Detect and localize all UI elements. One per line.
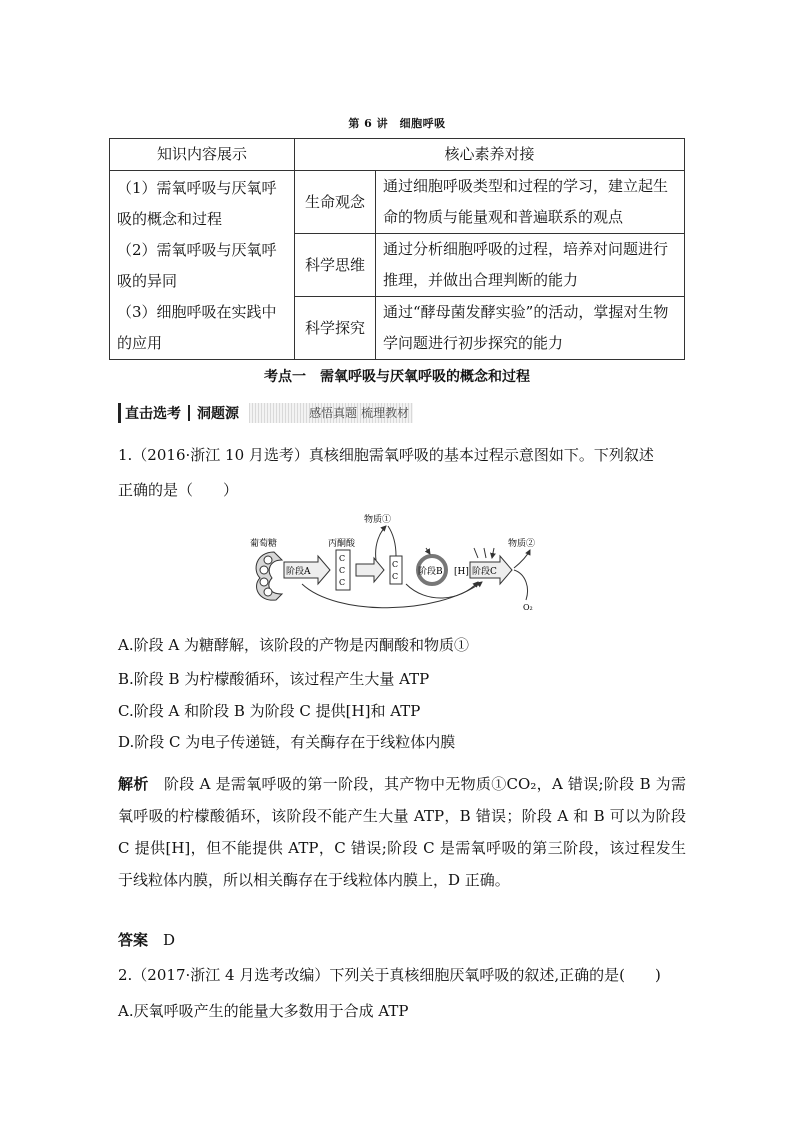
q1-stem-line1: 1.（2016·浙江 10 月选考）真核细胞需氧呼吸的基本过程示意图如下。下列叙述 <box>118 446 654 464</box>
knowledge-cell <box>110 171 295 360</box>
banner-divider <box>188 405 190 421</box>
q2-stem: 2.（2017·浙江 4 月选考改编）下列关于真核细胞厌氧呼吸的叙述,正确的是( ) <box>118 966 661 984</box>
label-o2: O₂ <box>523 603 533 612</box>
q1-option-b: B.阶段 B 为柠檬酸循环，该过程产生大量 ATP <box>118 670 430 688</box>
carbon-label: C <box>339 554 346 563</box>
carbon-label: C <box>339 578 346 587</box>
q1-option-c: C.阶段 A 和阶段 B 为阶段 C 提供[H]和 ATP <box>118 702 421 720</box>
q1-option-d: D.阶段 C 为电子传递链，有关酶存在于线粒体内膜 <box>118 733 456 751</box>
literacy-cell: 生命观念 <box>295 171 376 234</box>
banner-label-1: 直击选考 <box>118 403 185 423</box>
literacy-desc-cell: 通过“酵母菌发酵实验”的活动，掌握对生物学问题进行初步探究的能力 <box>376 297 685 360</box>
label-substance-2: 物质② <box>508 539 536 549</box>
carbon-label: C <box>392 572 399 581</box>
label-stage-b: 阶段B <box>418 567 443 577</box>
mitochondrion-icon <box>256 552 282 600</box>
section-banner <box>118 402 413 424</box>
label-pyruvate: 丙酮酸 <box>328 539 356 549</box>
answer-value: D <box>163 931 176 949</box>
label-stage-c: 阶段C <box>472 567 497 577</box>
table-header-knowledge: 知识内容展示 <box>110 139 295 171</box>
knowledge-item: （2）需氧呼吸与厌氧呼吸的异同 <box>117 241 277 290</box>
analysis-label: 解析 <box>118 775 149 793</box>
q1-analysis <box>118 768 686 896</box>
literacy-cell: 科学思维 <box>295 234 376 297</box>
respiration-diagram <box>246 512 556 616</box>
carbon-label: C <box>339 566 346 575</box>
q1-answer <box>118 929 688 950</box>
label-h: [H] <box>454 567 469 577</box>
table-header-literacy: 核心素养对接 <box>295 139 685 171</box>
page-title: 第 6 讲 细胞呼吸 <box>348 117 446 130</box>
q1-stem-line2: 正确的是（ ） <box>118 481 239 499</box>
q1-option-a: A.阶段 A 为糖酵解，该阶段的产物是丙酮酸和物质① <box>118 636 469 654</box>
literacy-desc-cell: 通过细胞呼吸类型和过程的学习，建立起生命的物质与能量观和普遍联系的观点 <box>376 171 685 234</box>
answer-label: 答案 <box>118 931 149 949</box>
section-title: 考点一 需氧呼吸与厌氧呼吸的概念和过程 <box>264 369 530 385</box>
banner-label-2: 洞题源 <box>197 406 239 422</box>
banner-tag: 感悟真题 梳理教材 <box>249 403 413 423</box>
label-stage-a: 阶段A <box>286 567 311 577</box>
q2-option-a: A.厌氧呼吸产生的能量大多数用于合成 ATP <box>118 1002 409 1020</box>
knowledge-item: （3）细胞呼吸在实践中的应用 <box>117 303 277 352</box>
literacy-cell: 科学探究 <box>295 297 376 360</box>
arrow <box>356 558 384 582</box>
carbon-label: C <box>392 560 399 569</box>
knowledge-item: （1）需氧呼吸与厌氧呼吸的概念和过程 <box>117 179 277 228</box>
label-substance-1: 物质① <box>364 515 392 525</box>
knowledge-literacy-table <box>109 138 685 360</box>
label-glucose: 葡萄糖 <box>250 539 278 549</box>
literacy-desc-cell: 通过分析细胞呼吸的过程，培养对问题进行推理，并做出合理判断的能力 <box>376 234 685 297</box>
analysis-text: 阶段 A 是需氧呼吸的第一阶段，其产物中无物质①CO₂，A 错误;阶段 B 为需氧呼吸的柠檬酸循环，该阶段不能产生大量 ATP，B 错误；阶段 A 和 B 可以为阶段 C 提供[H]，但不能提供 ATP，C 错误;阶段 C 是需氧呼吸的第三阶段，该过程发生于线粒体内膜，所以相关酶存在于线粒体内膜上，D 正确。 <box>118 775 686 889</box>
